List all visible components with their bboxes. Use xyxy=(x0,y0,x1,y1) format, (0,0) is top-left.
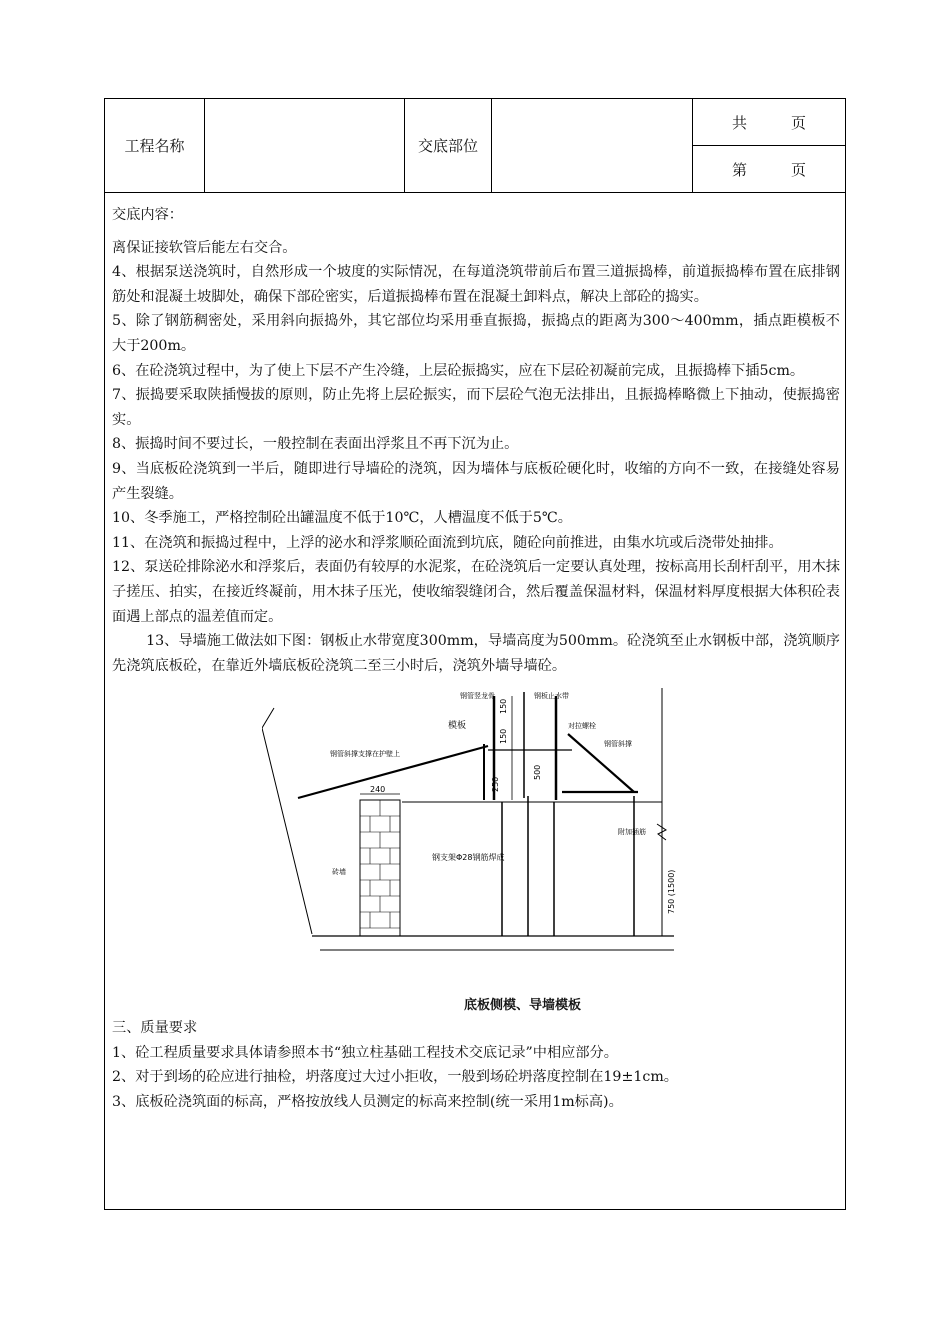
content-body xyxy=(112,203,840,1115)
paragraph: 7、振捣要采取陕插慢拔的原则，防止先将上层砼振实，而下层砼气泡无法排出，且振捣棒略微上下抽动，使振捣密实。 xyxy=(112,387,840,428)
paragraph: 13、导墙施工做法如下图：钢板止水带宽度300mm，导墙高度为500mm。砼浇筑至止水钢板中部，浇筑顺序先浇筑底板砼，在靠近外墙底板砼浇筑二至三小时后，浇筑外墙导墙砼。 xyxy=(112,633,840,674)
paragraph: 4、根据泵送浇筑时，自然形成一个坡度的实际情况，在每道浇筑带前后布置三道振捣棒，前道振捣棒布置在底排钢筋处和混凝土坡脚处，确保下部砼密实，后道振捣棒布置在混凝土卸料点，解决上部砼的捣实。 xyxy=(112,264,840,305)
formwork-drawing xyxy=(262,684,682,996)
dim-500: 500 xyxy=(533,765,542,781)
paragraph: 6、在砼浇筑过程中，为了使上下层不产生冷缝，上层砼振捣实，应在下层砼初凝前完成，且振捣棒下插5cm。 xyxy=(112,362,805,379)
dim-750: 750 (1500) xyxy=(667,869,676,915)
label-formwork: 模板 xyxy=(448,721,467,732)
page-count-cell xyxy=(693,99,845,192)
label-tie-bolt: 对拉螺栓 xyxy=(568,722,596,731)
label-brick-wall: 砖墙 xyxy=(332,868,346,877)
content-title: 交底内容： xyxy=(112,207,183,223)
paragraph: 11、在浇筑和振捣过程中，上浮的泌水和浮浆顺砼面流到坑底，随砼向前推进，由集水坑或后浇带处抽排。 xyxy=(112,534,783,551)
paragraph: 8、振捣时间不要过长，一般控制在表面出浮浆且不再下沉为止。 xyxy=(112,436,519,453)
document-frame xyxy=(104,98,846,1210)
dim-150: 150 xyxy=(499,729,508,745)
project-name-label: 工程名称 xyxy=(105,99,205,192)
quality-item: 2、对于到场的砼应进行抽检，坍落度过大过小拒收，一般到场砼坍落度控制在19±1cm。 xyxy=(112,1069,678,1086)
label-water-stop: 钢板止水带 xyxy=(534,692,569,701)
brick-hatch xyxy=(360,800,400,928)
label-extra-bar: 附加插筋 xyxy=(618,828,646,837)
dim-150: 150 xyxy=(499,699,508,715)
paragraph: 12、泵送砼排除泌水和浮浆后，表面仍有较厚的水泥浆，在砼浇筑后一定要认真处理，按标高用长刮杆刮平，用木抹子搓压、拍实，在接近终凝前，用木抹子压光，使收缩裂缝闭合，然后覆盖保温材料，保温材料厚度根据大体积砼表面遇上部点的温差值而定。 xyxy=(112,559,840,625)
figure-caption: 底板侧模、导墙模板 xyxy=(464,998,582,1014)
label-steel-spine: 钢管竖龙骨 xyxy=(460,692,495,701)
label-brace-slope: 钢管斜撑支撑在护壁上 xyxy=(330,750,400,759)
total-pages: 共 页 xyxy=(693,99,845,146)
quality-item: 1、砼工程质量要求具体请参照本书“独立柱基础工程技术交底记录”中相应部分。 xyxy=(112,1044,618,1061)
label-diagonal: 钢管斜撑 xyxy=(604,740,632,749)
location-label: 交底部位 xyxy=(405,99,492,192)
quality-item: 3、底板砼浇筑面的标高，严格按放线人员测定的标高来控制(统一采用1m标高)。 xyxy=(112,1094,623,1111)
header-table xyxy=(105,99,845,193)
pit-slope-line xyxy=(262,708,312,934)
location-value xyxy=(492,99,693,192)
current-page: 第 页 xyxy=(731,161,807,179)
paragraph: 9、当底板砼浇筑到一半后，随即进行导墙砼的浇筑，因为墙体与底板砼硬化时，收缩的方向不一致，在接缝处容易产生裂缝。 xyxy=(112,460,840,502)
paragraph: 离保证接软管后能左右交合。 xyxy=(112,239,297,256)
paragraph: 10、冬季施工，严格控制砼出罐温度不低于10℃，人槽温度不低于5℃。 xyxy=(112,510,572,527)
paragraph: 5、除了钢筋稠密处，采用斜向振捣外，其它部位均采用垂直振捣，振捣点的距离为300～400mm，插点距模板不大于200m。 xyxy=(112,313,840,354)
project-name-value xyxy=(205,99,405,192)
guide-wall-formwork-figure xyxy=(112,684,840,1014)
section-heading: 三、质量要求 xyxy=(112,1020,198,1037)
dim-250: 250 xyxy=(491,777,500,793)
label-support: 钢支架Φ28钢筋焊成 xyxy=(432,853,505,863)
dim-240: 240 xyxy=(370,785,386,795)
